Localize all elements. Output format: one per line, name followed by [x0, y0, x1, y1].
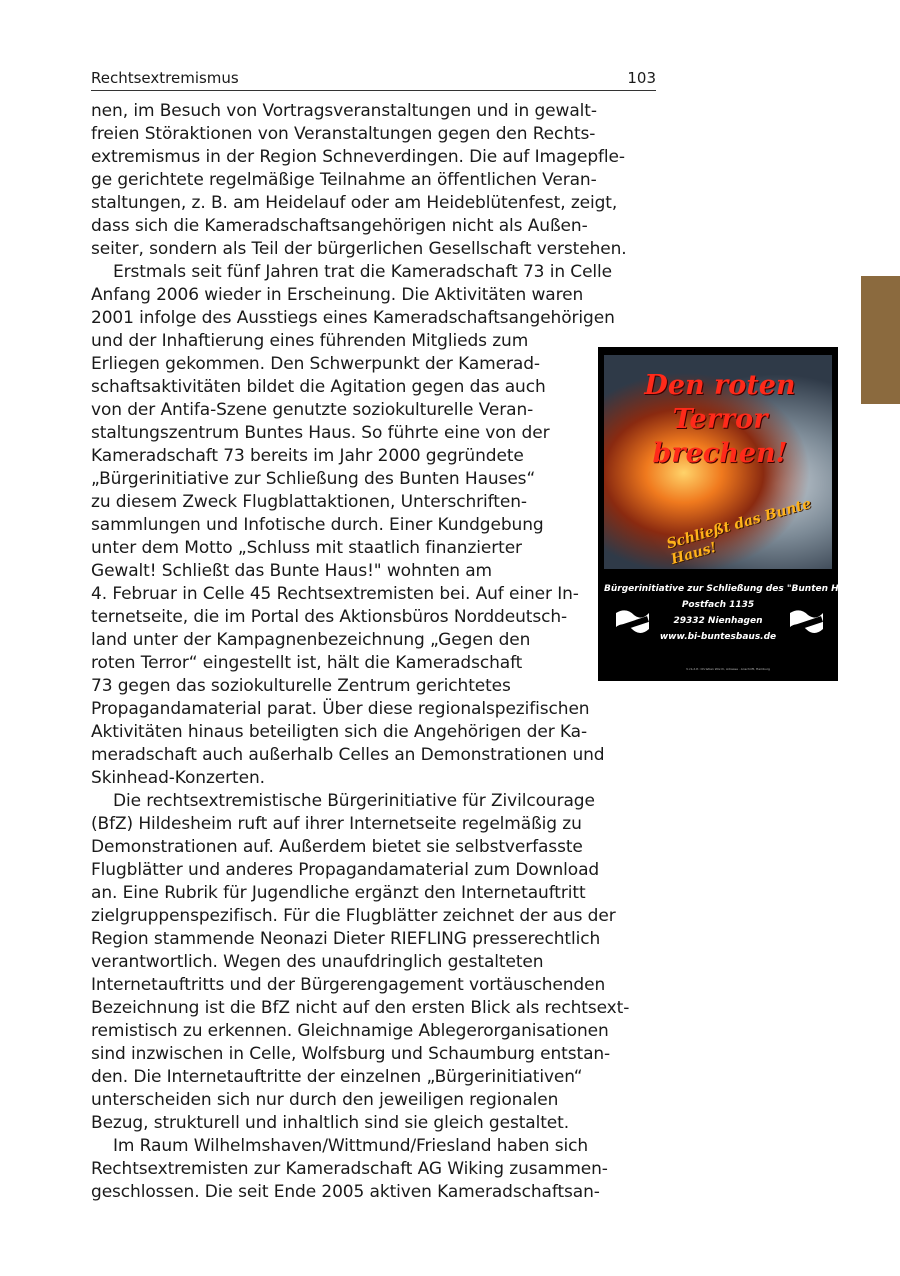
text-line: land unter der Kampagnenbezeichnung „Gegen den [91, 630, 531, 650]
flyer-info-line: 29332 Nienhagen [673, 616, 763, 626]
flyer-info-line: Postfach 1135 [681, 600, 755, 610]
text-line: Gewalt! Schließt das Bunte Haus!" wohnten am [91, 561, 492, 581]
text-line: Bezug, strukturell und inhaltlich sind sie gleich gestaltet. [91, 1113, 570, 1133]
flyer-info-line: www.bi-buntesbaus.de [659, 632, 777, 642]
flag-icon [612, 607, 652, 641]
text-line: 2001 infolge des Ausstiegs eines Kameradschaftsangehörigen [91, 308, 615, 328]
flyer-title [614, 369, 826, 471]
text-line: Skinhead-Konzerten. [91, 768, 265, 788]
text-line: 4. Februar in Celle 45 Rechtsextremisten bei. Auf einer In- [91, 584, 579, 604]
text-line: und der Inhaftierung eines führenden Mitglieds zum [91, 331, 529, 351]
flag-icon [786, 607, 826, 641]
text-line: Flugblätter und anderes Propagandamaterial zum Download [91, 860, 600, 880]
text-line: „Bürgerinitiative zur Schließung des Bunten Hauses“ [91, 469, 536, 489]
text-line: geschlossen. Die seit Ende 2005 aktiven Kameradschaftsan- [91, 1182, 600, 1202]
text-line: von der Antifa-Szene genutzte soziokulturelle Veran- [91, 400, 534, 420]
flyer-info-line: Bürgerinitiative zur Schließung des "Bunten Haus e.V." [604, 584, 883, 594]
text-line: sind inzwischen in Celle, Wolfsburg und Schaumburg entstan- [91, 1044, 611, 1064]
text-line: zu diesem Zweck Flugblattaktionen, Unterschriften- [91, 492, 527, 512]
running-header [91, 68, 656, 91]
text-line: verantwortlich. Wegen des unaufdringlich gestalteten [91, 952, 544, 972]
text-line: dass sich die Kameradschaftsangehörigen nicht als Außen- [91, 216, 588, 236]
flyer-credit: V.i.S.d.P.: Christian Worch, Adresse · Anschrift, Hamburg [686, 667, 770, 671]
flyer-image [598, 347, 883, 681]
text-line: meradschaft auch außerhalb Celles an Demonstrationen und [91, 745, 605, 765]
text-line: sammlungen und Infotische durch. Einer Kundgebung [91, 515, 544, 535]
text-line: roten Terror“ eingestellt ist, hält die Kameradschaft [91, 653, 523, 673]
text-line: schaftsaktivitäten bildet die Agitation gegen das auch [91, 377, 546, 397]
chapter-thumb-tab [861, 276, 900, 404]
flyer-title-line: brechen! [652, 438, 788, 469]
text-line: freien Störaktionen von Veranstaltungen gegen den Rechts- [91, 124, 596, 144]
text-line: staltungen, z. B. am Heidelauf oder am Heideblütenfest, zeigt, [91, 193, 618, 213]
text-line: remistisch zu erkennen. Gleichnamige Ablegerorganisationen [91, 1021, 609, 1041]
text-line: extremismus in der Region Schneverdingen. Die auf Imagepfle- [91, 147, 625, 167]
text-line: Internetauftritts und der Bürgerengagement vortäuschenden [91, 975, 606, 995]
text-line: Anfang 2006 wieder in Erscheinung. Die Aktivitäten waren [91, 285, 584, 305]
text-line: Im Raum Wilhelmshaven/Wittmund/Friesland haben sich [113, 1136, 589, 1156]
text-line: staltungszentrum Buntes Haus. So führte eine von der [91, 423, 550, 443]
text-line: den. Die Internetauftritte der einzelnen „Bürgerinitiativen“ [91, 1067, 583, 1087]
text-line: 73 gegen das soziokulturelle Zentrum gerichtetes [91, 676, 511, 696]
text-line: Region stammende Neonazi Dieter RIEFLING presserechtlich [91, 929, 601, 949]
text-line: (BfZ) Hildesheim ruft auf ihrer Internetseite regelmäßig zu [91, 814, 582, 834]
text-line: Propagandamaterial parat. Über diese regionalspezifischen [91, 699, 590, 719]
text-line: Kameradschaft 73 bereits im Jahr 2000 gegründete [91, 446, 524, 466]
running-header-title: Rechtsextremismus [91, 69, 239, 87]
text-line: zielgruppenspezifisch. Für die Flugblätter zeichnet der aus der [91, 906, 616, 926]
body-text [91, 100, 659, 1204]
text-line: Aktivitäten hinaus beteiligten sich die Angehörigen der Ka- [91, 722, 587, 742]
flyer-title-line: Den roten Terror [644, 370, 796, 435]
text-line: an. Eine Rubrik für Jugendliche ergänzt den Internetauftritt [91, 883, 586, 903]
text-line: ternetseite, die im Portal des Aktionsbüros Norddeutsch- [91, 607, 568, 627]
text-line: Erstmals seit fünf Jahren trat die Kameradschaft 73 in Celle [113, 262, 613, 282]
page-number: 103 [627, 69, 656, 87]
text-line: unterscheiden sich nur durch den jeweiligen regionalen [91, 1090, 559, 1110]
text-line: unter dem Motto „Schluss mit staatlich finanzierter [91, 538, 522, 558]
text-line: ge gerichtete regelmäßige Teilnahme an öffentlichen Veran- [91, 170, 597, 190]
text-line: Rechtsextremisten zur Kameradschaft AG Wiking zusammen- [91, 1159, 608, 1179]
text-line: Bezeichnung ist die BfZ nicht auf den ersten Blick als rechtsext- [91, 998, 630, 1018]
text-line: Demonstrationen auf. Außerdem bietet sie selbstverfasste [91, 837, 583, 857]
text-line: Erliegen gekommen. Den Schwerpunkt der Kamerad- [91, 354, 540, 374]
flyer-slogan: Schließt das Bunte Haus! [664, 495, 814, 568]
text-line: nen, im Besuch von Vortragsveranstaltungen und in gewalt- [91, 101, 597, 121]
flyer-photo [604, 355, 832, 569]
text-line: Die rechtsextremistische Bürgerinitiative für Zivilcourage [113, 791, 595, 811]
text-line: seiter, sondern als Teil der bürgerlichen Gesellschaft verstehen. [91, 239, 627, 259]
